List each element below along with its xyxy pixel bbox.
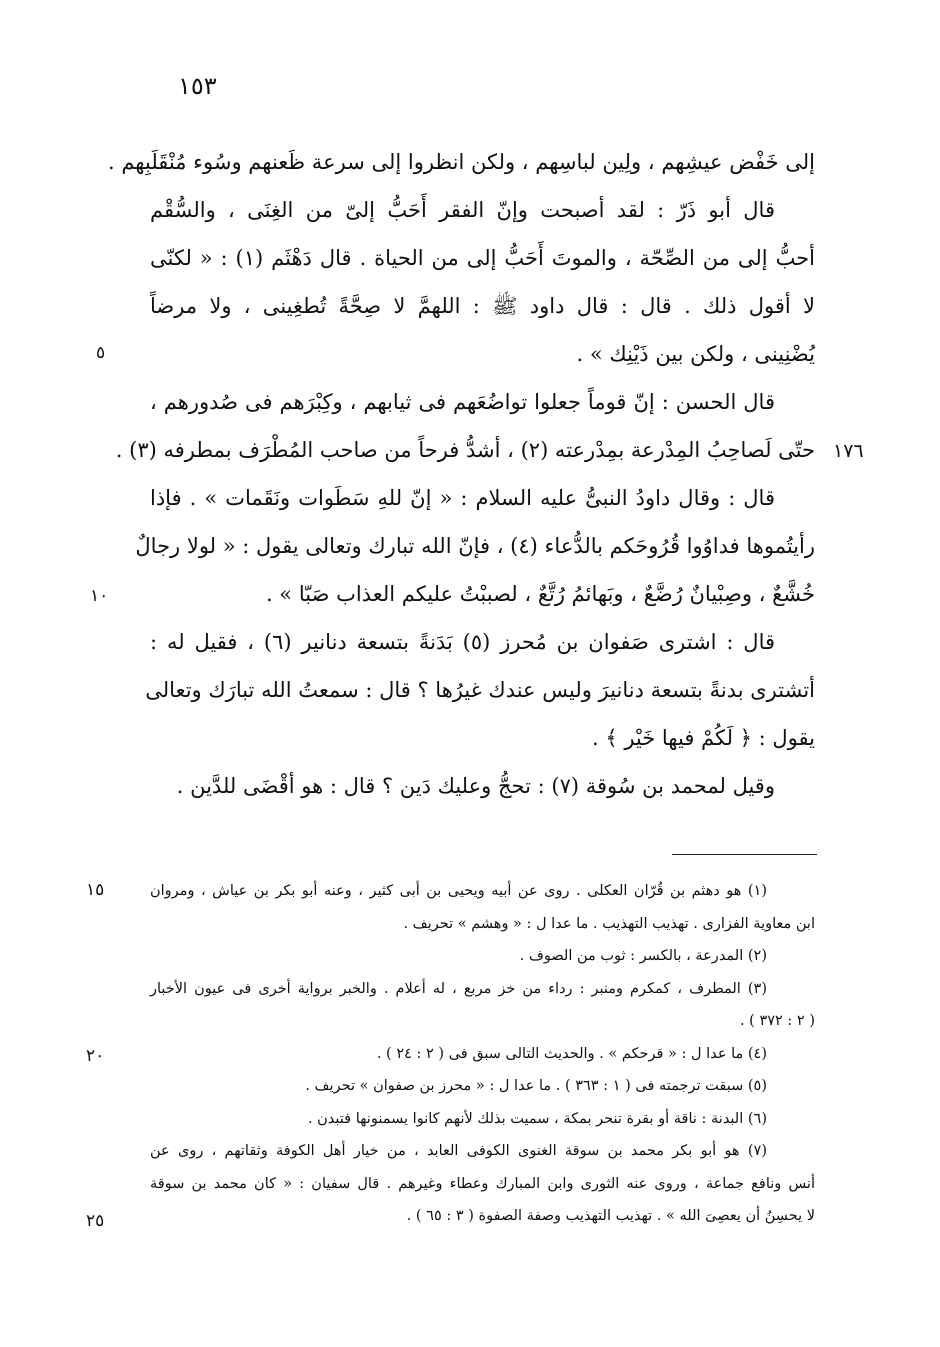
text-line: قال : اشترى صَفوان بن مُحرز (٥) بَدَنةً بتسعة دنانير (٦) ، فقيل له : (150, 630, 776, 654)
original-page-number-176: ١٧٦ (833, 440, 864, 462)
text-line: لا أقول ذلك . قال : قال داود ﷺ : اللهمَّ لا صِحَّةً تُطغِينى ، ولا مرضاً (150, 294, 815, 318)
text-line: قال : وقال داودُ النبىُّ عليه السلام : « إنّ للهِ سَطَوات ونَقَمات » . فإذا (150, 486, 775, 510)
text-line: أتشترى بدنةً بتسعة دنانيرَ وليس عندك غيرُها ؟ قال : سمعتُ الله تبارَك وتعالى (145, 678, 815, 702)
footnote-line: (٦) البدنة : ناقة أو بقرة تنحر بمكة ، سميت بذلك لأنهم كانوا يسمنونها فتبدن . (307, 1110, 767, 1127)
text-line: حتّى لَصاحِبُ المِدْرعة بمِدْرعته (٢) ، أشدُّ فرحاً من صاحب المُطْرَف بمطرفه (٣) . (115, 438, 815, 462)
line-number-25: ٢٥ (86, 1211, 105, 1231)
text-line: قال أبو ذَرّ : لقد أصبحت وإنّ الفقر أَحَبُّ إلىّ من الغِنَى ، والسُّقْم (150, 198, 775, 222)
footnote-line: (٣) المطرف ، كمكرم ومنبر : رداء من خز مربع ، له أعلام . والخبر برواية أخرى فى عيون الأخبار (150, 980, 767, 997)
text-line: يُضْنِينى ، ولكن بين ذَيْنِك » . (576, 342, 815, 366)
line-number-10: ١٠ (90, 586, 109, 606)
footnote-line: (٧) هو أبو بكر محمد بن سوقة الغنوى الكوفى العابد ، من خيار أهل الكوفة وثقاتهم ، روى عن (150, 1143, 767, 1159)
footnotes (150, 875, 815, 1233)
main-text (107, 138, 816, 810)
footnote-line: ( ٢ : ٣٧٢ ) . (739, 1013, 815, 1029)
footnote-line: (٢) المدرعة ، بالكسر : ثوب من الصوف . (519, 948, 767, 964)
line-number-15: ١٥ (86, 880, 105, 900)
text-line: قال الحسن : إنّ قوماً جعلوا تواضُعَهم فى ثيابهم ، وكِبْرَهم فى صُدورهم ، (150, 390, 775, 414)
footnote-line: (٤) ما عدا ل : « قرحكم » . والحديث التالى سبق فى ( ٢ : ٢٤ ) . (376, 1045, 767, 1062)
footnote-line: ابن معاوية الفزارى . تهذيب التهذيب . ما عدا ل : « وهشم » تحريف . (403, 915, 815, 932)
text-line: يقول : ﴿ لَكُمْ فيها خَيْر ﴾ . (592, 726, 815, 750)
text-line: رأيتُموها فداوُوا قُرُوحَكم بالدُّعاء (٤) ، فإنّ الله تبارك وتعالى يقول : « لولا رجالٌ (135, 534, 815, 558)
text-line: إلى خَفْض عيشِهم ، ولِين لباسِهم ، ولكن انظروا إلى سرعة ظَعنهم وسُوء مُنْقَلَبِهم . (107, 150, 815, 174)
footnote-line: (١) هو دهثم بن قُرّان العكلى . روى عن أبيه ويحيى بن أبى كثير ، وعنه أبو بكر بن عياش ، ومروان (150, 883, 767, 899)
footnote-line: (٥) سبقت ترجمته فى ( ١ : ٣٦٣ ) . ما عدا ل : « محرز بن صفوان » تحريف . (305, 1078, 767, 1094)
text-line: وقيل لمحمد بن سُوقة (٧) : تحجُّ وعليك دَين ؟ قال : هو أقْضَى للدَّين . (176, 774, 775, 798)
line-number-20: ٢٠ (86, 1046, 105, 1066)
footnote-line: أنس ونافع جماعة ، وروى عنه الثورى وابن المبارك وعطاء وغيرهم . قال سفيان : « كان محمد بن سوقة (150, 1175, 815, 1192)
footnote-separator (672, 854, 817, 855)
page-number: ١٥٣ (178, 72, 217, 100)
text-line: أحبُّ إلى من الصِّحّة ، والموتَ أَحَبُّ إلى من الحياة . قال دَهْثَم (١) : « لكنّى (150, 246, 816, 270)
text-line: خُشَّعٌ ، وصِبْيانٌ رُضَّعٌ ، وبَهائمُ رُتَّعٌ ، لصببْتُ عليكم العذاب صَبّا » . (265, 582, 815, 606)
line-number-5: ٥ (96, 343, 106, 363)
footnote-line: لا يحسِنُ أن يعصِىَ الله » . تهذيب التهذيب وصفة الصفوة ( ٣ : ٦٥ ) . (406, 1208, 815, 1224)
